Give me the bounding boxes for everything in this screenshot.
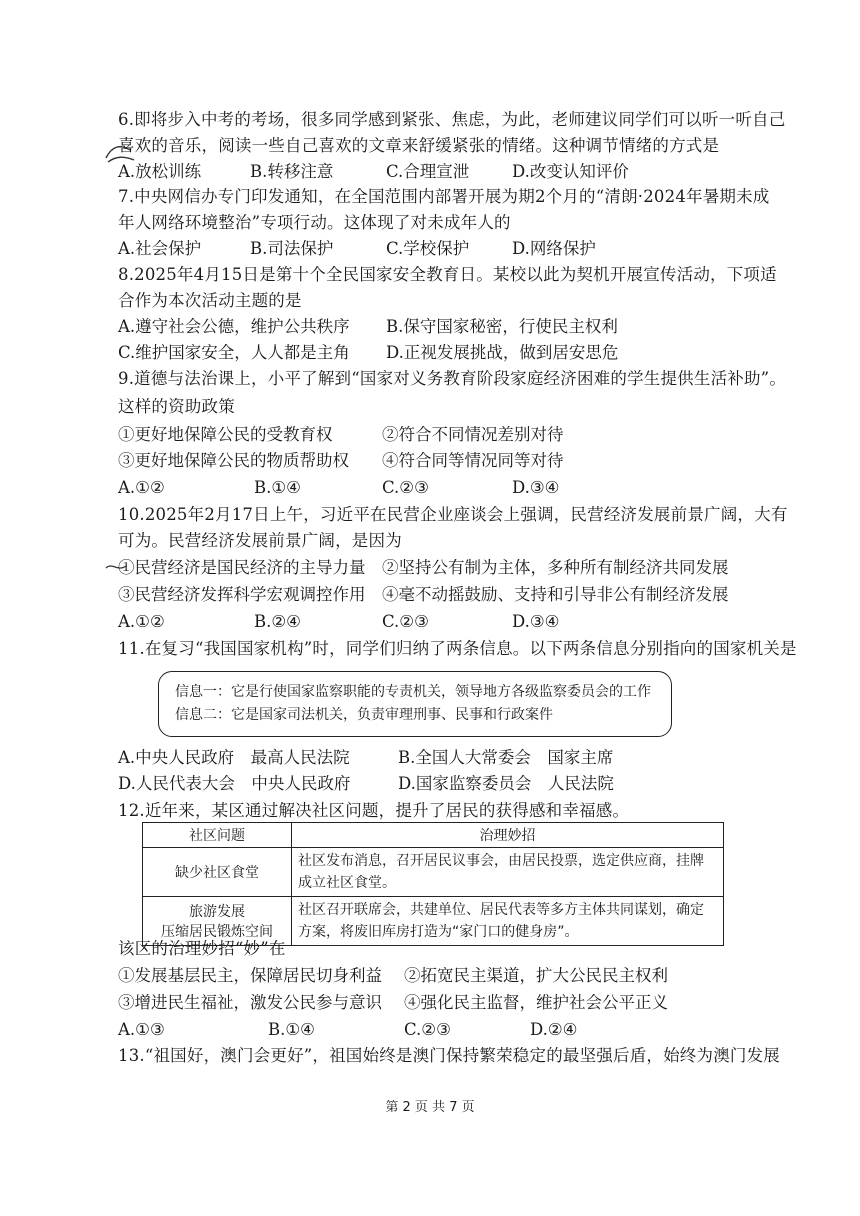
q12-governance-table bbox=[142, 822, 724, 946]
q10-stem-line2: 可为。民营经济发展前景广阔，是因为 bbox=[118, 531, 402, 550]
table-header-solution: 治理妙招 bbox=[292, 823, 724, 848]
q9-item-3: ③更好地保障公民的物质帮助权 bbox=[118, 451, 349, 470]
q12-item-1: ①发展基层民主，保障居民切身利益 bbox=[118, 966, 382, 985]
q10-item-2: ②坚持公有制为主体，多种所有制经济共同发展 bbox=[382, 558, 729, 577]
q11-option-b: B.全国人大常委会 国家主席 bbox=[398, 748, 614, 767]
page-number-footer: 第 2 页 共 7 页 bbox=[385, 1100, 475, 1115]
q12-option-c: C.②③ bbox=[404, 1020, 451, 1039]
q10-option-c: C.②③ bbox=[382, 612, 429, 631]
q11-info-box bbox=[158, 671, 672, 737]
q11-option-d: D.国家监察委员会 人民法院 bbox=[398, 774, 614, 793]
q9-item-2: ②符合不同情况差别对待 bbox=[382, 425, 564, 444]
q10-option-b: B.②④ bbox=[254, 612, 301, 631]
q6-option-b: B.转移注意 bbox=[250, 162, 334, 181]
q6-stem-line2: 喜欢的音乐，阅读一些自己喜欢的文章来舒缓紧张的情绪。这种调节情绪的方式是 bbox=[118, 136, 720, 155]
q8-option-b: B.保守国家秘密，行使民主权利 bbox=[386, 317, 618, 336]
q13-stem-line1: 13.“祖国好，澳门会更好”，祖国始终是澳门保持繁荣稳定的最坚强后盾，始终为澳门发展 bbox=[118, 1046, 781, 1065]
q7-option-c: C.学校保护 bbox=[386, 239, 470, 258]
q12-option-d: D.②④ bbox=[530, 1020, 578, 1039]
table-cell-solution: 社区发布消息，召开居民议事会，由居民投票，选定供应商，挂牌成立社区食堂。 bbox=[292, 848, 724, 897]
q11-stem-line1: 11.在复习“我国国家机构”时，同学们归纳了两条信息。以下两条信息分别指向的国家机关是 bbox=[118, 639, 797, 658]
q10-stem-line1: 10.2025年2月17日上午，习近平在民营企业座谈会上强调，民营经济发展前景广阔，大有 bbox=[118, 505, 788, 524]
q12-item-3: ③增进民生福祉，激发公民参与意识 bbox=[118, 993, 382, 1012]
table-cell-solution: 社区召开联席会，共建单位、居民代表等多方主体共同谋划，确定方案，将废旧库房打造为“家门口的健身房”。 bbox=[292, 897, 724, 946]
q10-option-a: A.①② bbox=[118, 612, 165, 631]
q11-info-2: 信息二：它是国家司法机关，负责审理刑事、民事和行政案件 bbox=[175, 707, 553, 723]
q12-option-a: A.①③ bbox=[118, 1020, 165, 1039]
q7-stem-line2: 年人网络环境整治”专项行动。这体现了对未成年人的 bbox=[118, 213, 511, 232]
q11-option-c: D.人民代表大会 中央人民政府 bbox=[118, 774, 351, 793]
q7-option-d: D.网络保护 bbox=[512, 239, 596, 258]
q8-stem-line2: 合作为本次活动主题的是 bbox=[118, 291, 302, 310]
q10-option-d: D.③④ bbox=[512, 612, 560, 631]
q12-item-2: ②拓宽民主渠道，扩大公民民主权利 bbox=[404, 966, 668, 985]
q9-option-c: C.②③ bbox=[382, 478, 429, 497]
q8-option-d: D.正视发展挑战，做到居安思危 bbox=[386, 343, 619, 362]
q10-item-3: ③民营经济发挥科学宏观调控作用 bbox=[118, 585, 366, 604]
q9-option-a: A.①② bbox=[118, 478, 165, 497]
q12-option-b: B.①④ bbox=[268, 1020, 315, 1039]
q9-option-d: D.③④ bbox=[512, 478, 560, 497]
q12-stem-line1: 12.近年来，某区通过解决社区问题，提升了居民的获得感和幸福感。 bbox=[118, 801, 630, 820]
q8-stem-line1: 8.2025年4月15日是第十个全民国家安全教育日。某校以此为契机开展宣传活动，下项适 bbox=[118, 265, 777, 284]
q6-stem-line1: 6.即将步入中考的考场，很多同学感到紧张、焦虑，为此，老师建议同学们可以听一听自己 bbox=[118, 110, 786, 129]
q9-item-4: ④符合同等情况同等对待 bbox=[382, 451, 564, 470]
q11-option-a: A.中央人民政府 最高人民法院 bbox=[118, 748, 350, 767]
q7-option-b: B.司法保护 bbox=[250, 239, 334, 258]
q10-item-1: ①民营经济是国民经济的主导力量 bbox=[118, 558, 366, 577]
q7-stem-line1: 7.中央网信办专门印发通知，在全国范围内部署开展为期2个月的“清朗·2024年暑期未成 bbox=[118, 187, 770, 206]
q8-option-c: C.维护国家安全，人人都是主角 bbox=[118, 343, 350, 362]
q12-item-4: ④强化民主监督，维护社会公平正义 bbox=[404, 993, 668, 1012]
q9-option-b: B.①④ bbox=[254, 478, 301, 497]
q7-option-a: A.社会保护 bbox=[118, 239, 202, 258]
table-row bbox=[143, 848, 724, 897]
table-header-row bbox=[143, 823, 724, 848]
q6-option-c: C.合理宣泄 bbox=[386, 162, 470, 181]
q8-option-a: A.遵守社会公德，维护公共秩序 bbox=[118, 317, 350, 336]
q9-stem-line1: 9.道德与法治课上，小平了解到“国家对义务教育阶段家庭经济困难的学生提供生活补助”。 bbox=[118, 369, 787, 388]
q6-option-d: D.改变认知评价 bbox=[512, 162, 629, 181]
q9-stem-line2: 这样的资助政策 bbox=[118, 397, 235, 416]
table-cell-problem: 缺少社区食堂 bbox=[143, 848, 292, 897]
q12-stem-line2: 该区的治理妙招“妙”在 bbox=[118, 939, 286, 958]
table-cell-problem-line2: 压缩居民锻炼空间 bbox=[161, 924, 273, 940]
table-header-problem: 社区问题 bbox=[143, 823, 292, 848]
table-cell-problem-line1: 旅游发展 bbox=[189, 904, 245, 920]
q10-item-4: ④毫不动摇鼓励、支持和引导非公有制经济发展 bbox=[382, 585, 729, 604]
q6-option-a: A.放松训练 bbox=[118, 162, 202, 181]
q11-info-1: 信息一：它是行使国家监察职能的专责机关，领导地方各级监察委员会的工作 bbox=[175, 684, 651, 700]
q9-item-1: ①更好地保障公民的受教育权 bbox=[118, 425, 333, 444]
